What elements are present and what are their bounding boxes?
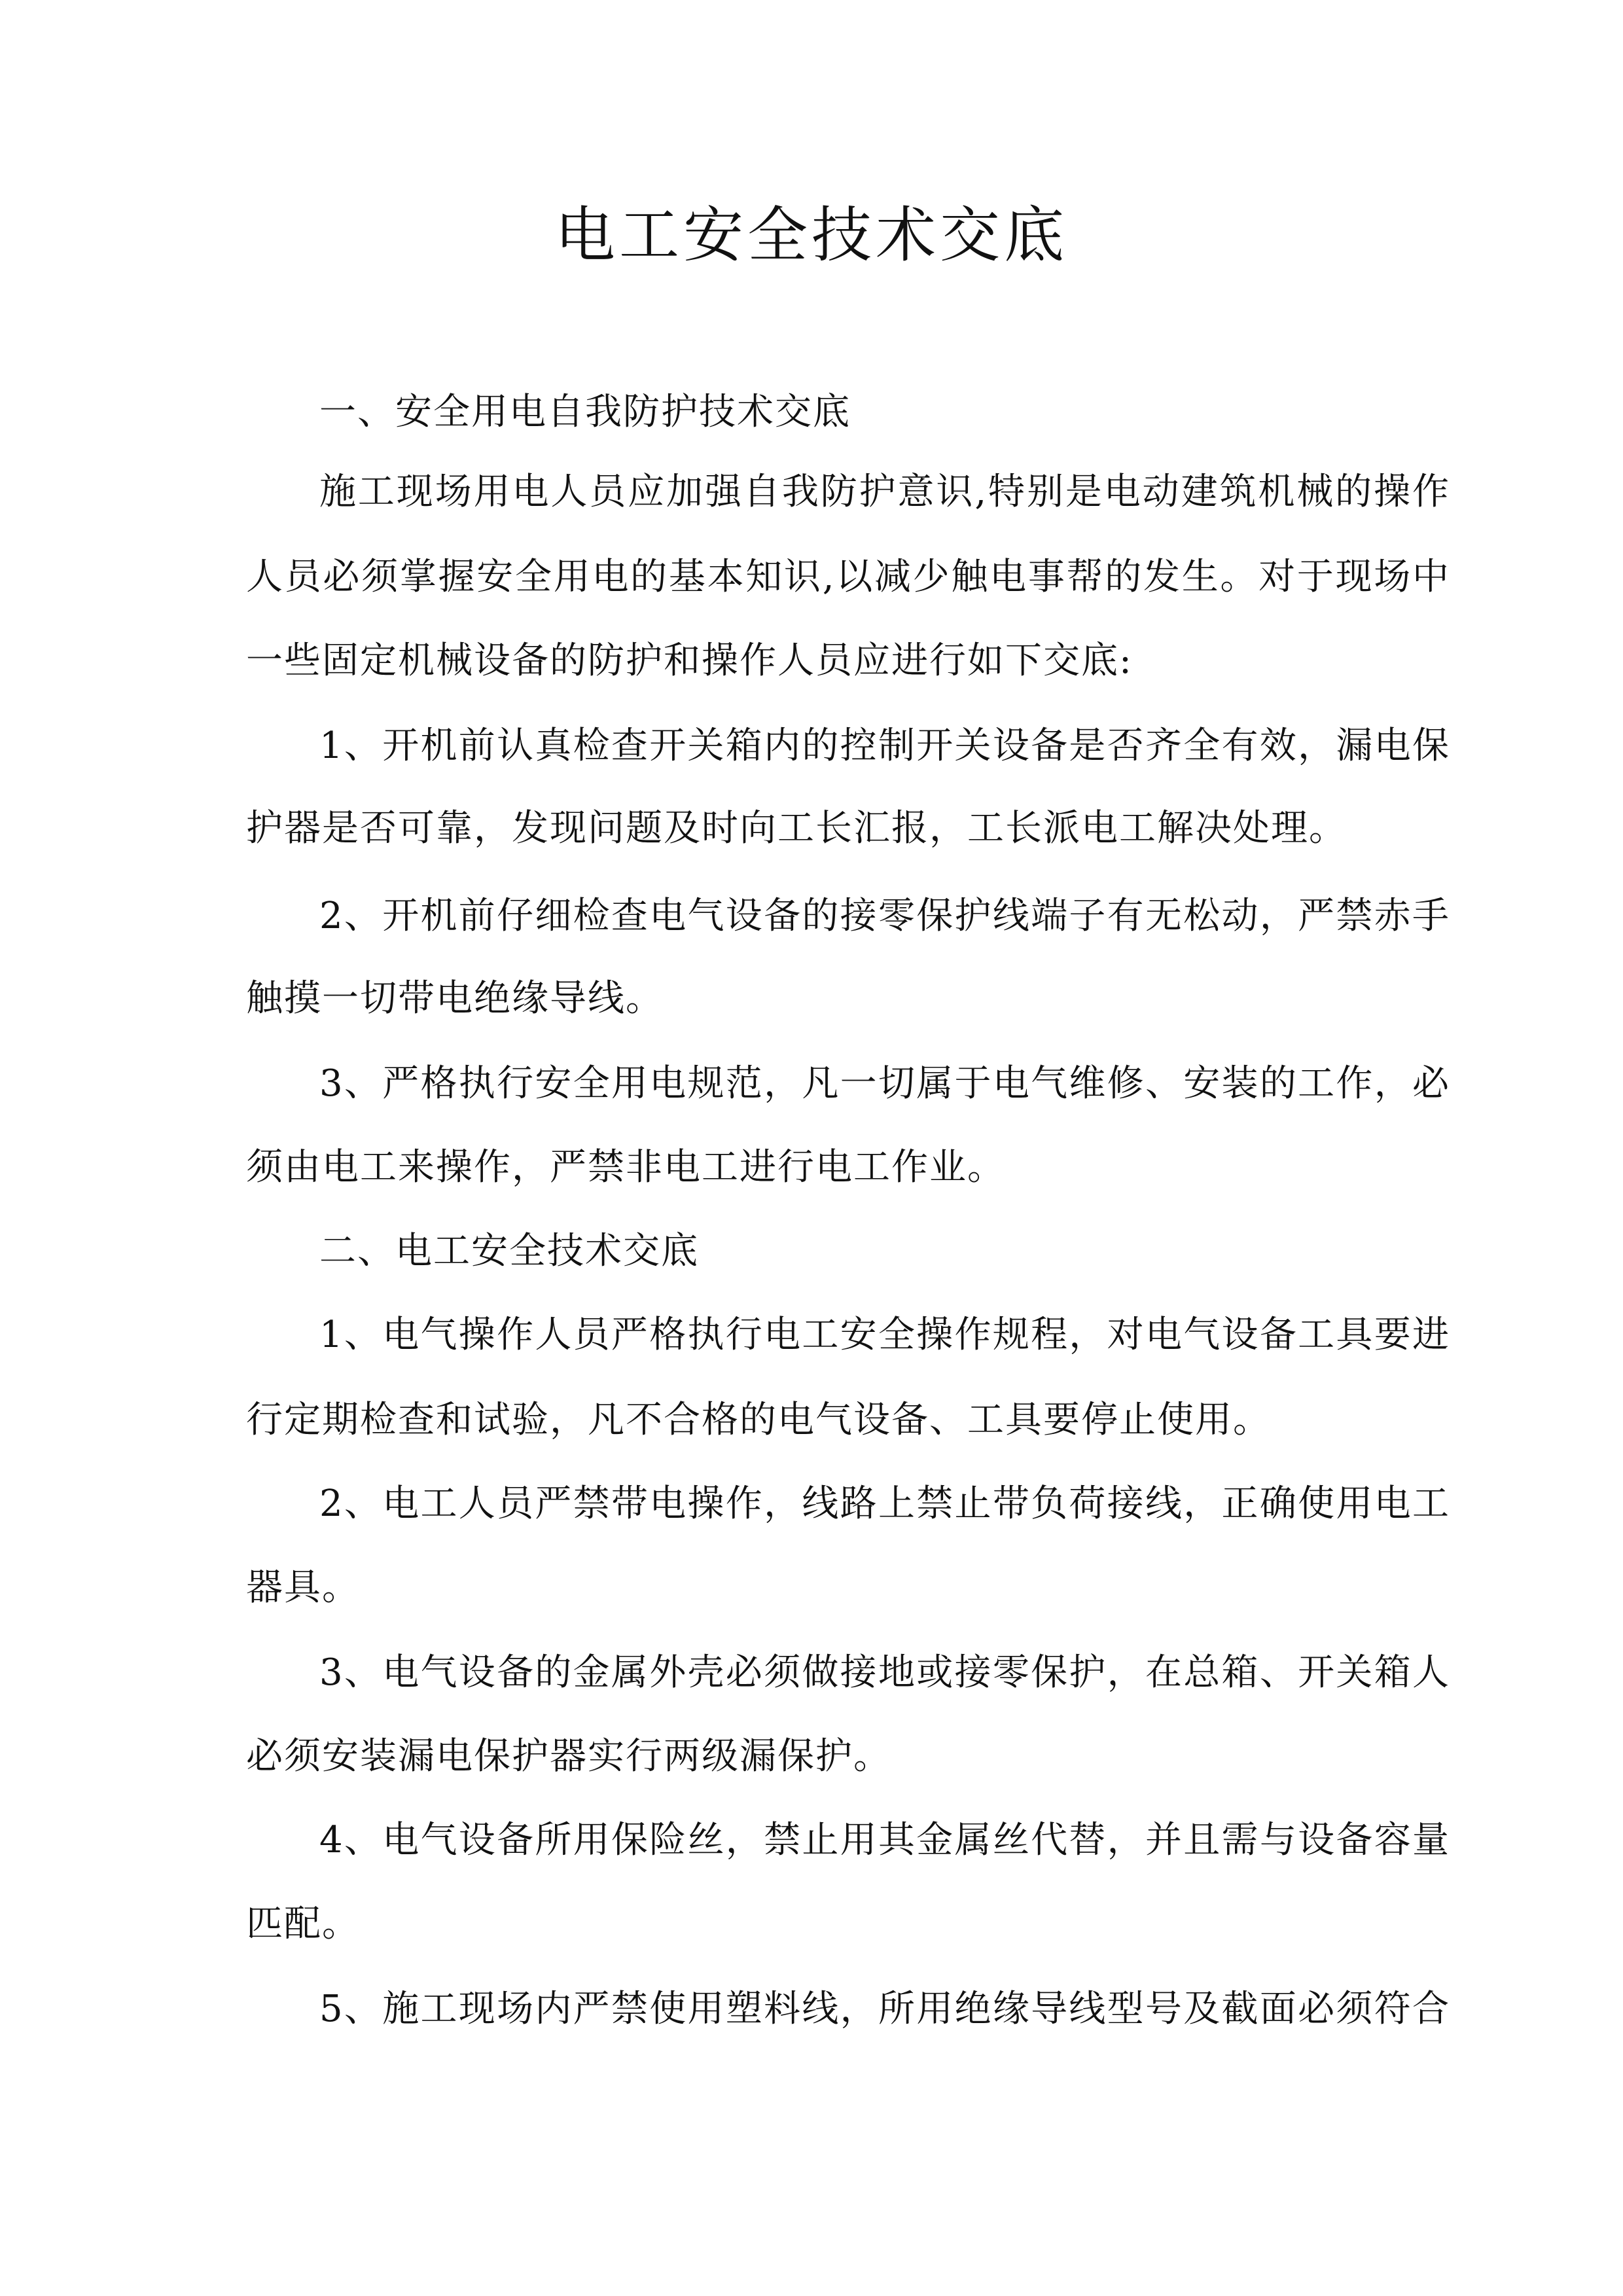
paragraph-line: 一些固定机械设备的防护和操作人员应进行如下交底: [246, 639, 1133, 682]
document-title: 电工安全技术交底 [554, 200, 1068, 270]
paragraph-line: 器具。 [246, 1566, 360, 1609]
paragraph-line: 人员必须掌握安全用电的基本知识,以减少触电事帮的发生。对于现场中 [246, 556, 1450, 598]
paragraph-line: 2、开机前仔细检查电气设备的接零保护线端子有无松动，严禁赤手 [319, 895, 1450, 937]
paragraph-line: 5、施工现场内严禁使用塑料线，所用绝缘导线型号及截面必须符合 [319, 1988, 1450, 2030]
section-heading-1: 一、安全用电自我防护技术交底 [319, 391, 851, 433]
section-heading-2: 二、电工安全技术交底 [319, 1230, 699, 1272]
paragraph-line: 须由电工来操作，严禁非电工进行电工作业。 [246, 1146, 1005, 1189]
paragraph-line: 3、电气设备的金属外壳必须做接地或接零保护，在总箱、开关箱人 [319, 1651, 1450, 1694]
paragraph-line: 护器是否可靠，发现问题及时向工长汇报，工长派电工解决处理。 [246, 807, 1347, 850]
paragraph-line: 行定期检查和试验，凡不合格的电气设备、工具要停止使用。 [246, 1399, 1271, 1441]
paragraph-line: 触摸一切带电绝缘导线。 [246, 977, 664, 1020]
paragraph-line: 4、电气设备所用保险丝，禁止用其金属丝代替，并且需与设备容量 [319, 1819, 1450, 1861]
paragraph-line: 施工现场用电人员应加强自我防护意识,特别是电动建筑机械的操作 [319, 471, 1450, 513]
paragraph-line: 1、电气操作人员严格执行电工安全操作规程，对电气设备工具要进 [319, 1314, 1450, 1356]
paragraph-line: 必须安装漏电保护器实行两级漏保护。 [246, 1735, 891, 1778]
paragraph-line: 匹配。 [246, 1903, 360, 1945]
paragraph-line: 2、电工人员严禁带电操作，线路上禁止带负荷接线，正确使用电工 [319, 1482, 1450, 1525]
paragraph-line: 3、严格执行安全用电规范，凡一切属于电气维修、安装的工作，必 [319, 1062, 1450, 1105]
paragraph-line: 1、开机前认真检查开关箱内的控制开关设备是否齐全有效，漏电保 [319, 725, 1450, 767]
